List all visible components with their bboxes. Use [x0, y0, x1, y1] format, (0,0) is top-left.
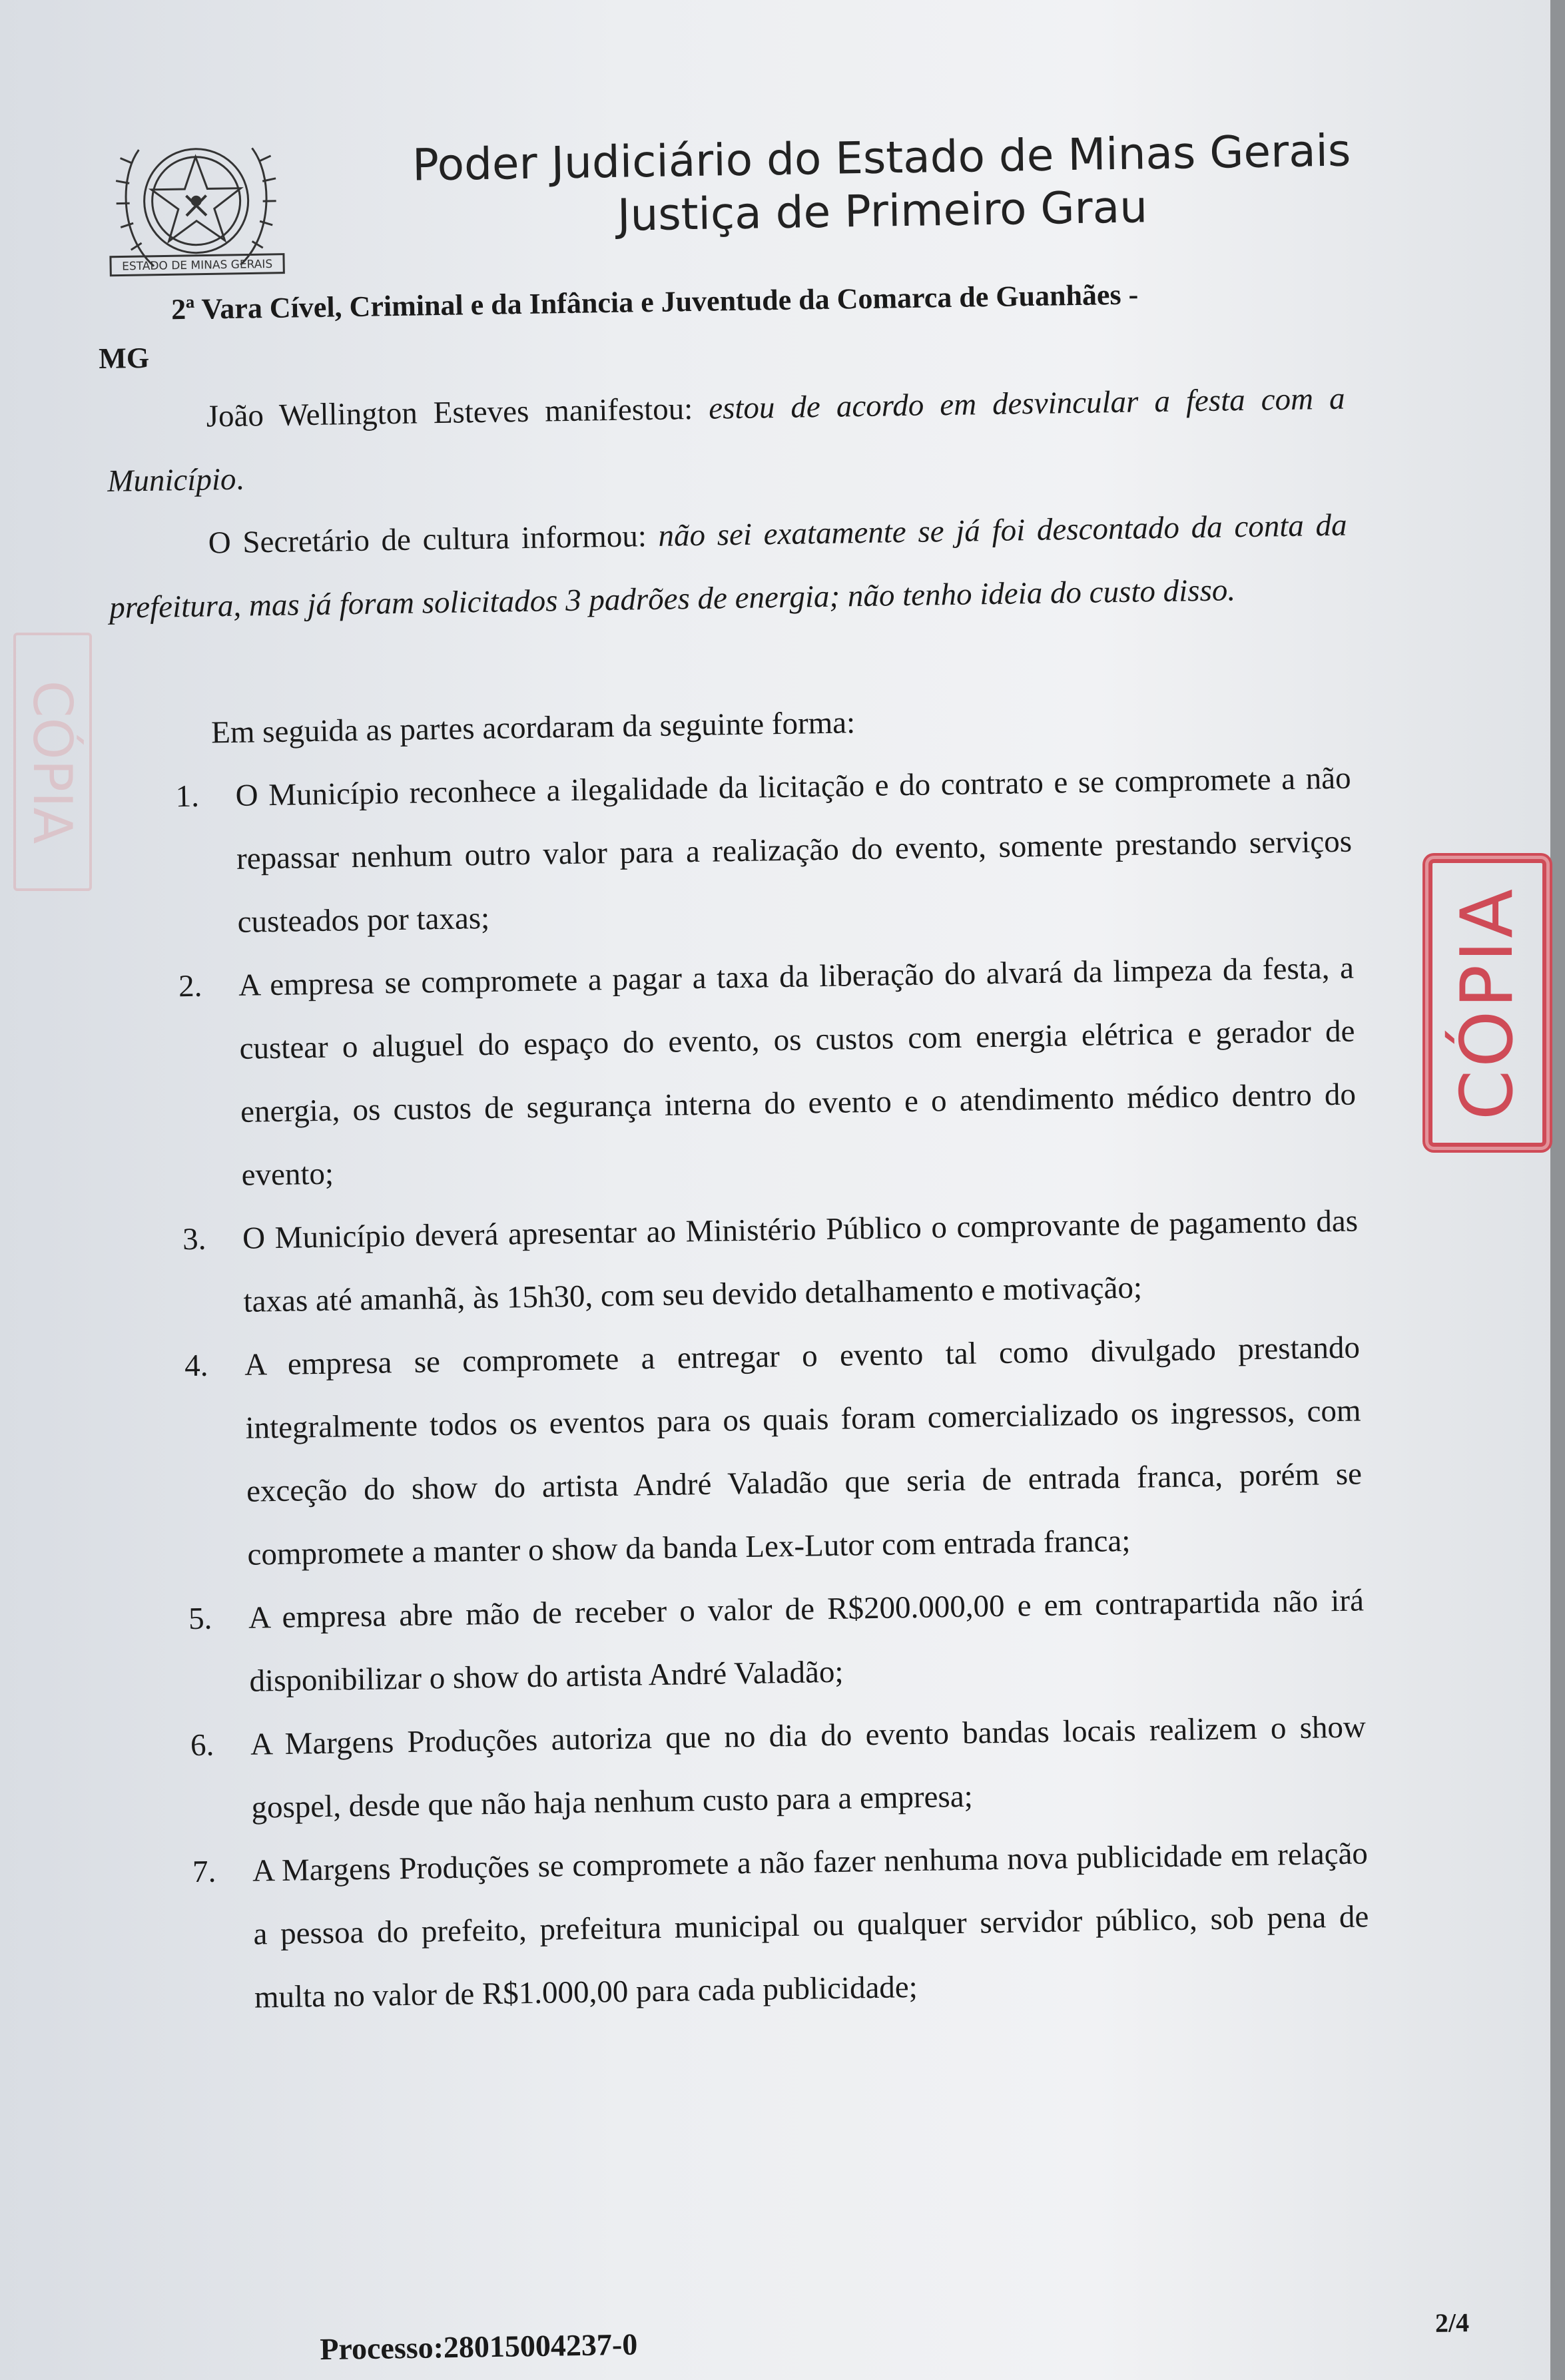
- svg-text:ESTADO DE MINAS GERAIS: ESTADO DE MINAS GERAIS: [121, 257, 273, 274]
- paragraph-joao: João Wellington Esteves manifestou: estou de acordo em desvincular a festa com a Município.: [107, 381, 1345, 499]
- document-body: [106, 368, 1371, 2032]
- list-item: 4. A empresa se compromete a entregar o evento tal como divulgado prestando integralmente todos os eventos para os quais foram comercializado os ingressos, com exceção do show do artista André Valadão que seria de entrada franca, porém se compromete a manter o show da banda Lex-Lutor com entrada franca;: [184, 1330, 1363, 1572]
- page-number: 2/4: [1434, 2307, 1470, 2338]
- court-title-line2: Justiça de Primeiro Grau: [617, 181, 1148, 241]
- list-item: 2. A empresa se compromete a pagar a taxa da liberação do alvará da limpeza da festa, a custear o aluguel do espaço do evento, os custos com energia elétrica e gerador de energia, os custos de segurança interna do evento e o atendimento médico dentro do evento;: [178, 950, 1357, 1193]
- list-item: 7. A Margens Produções se compromete a não fazer nenhuma nova publicidade em relação a pessoa do prefeito, prefeitura municipal ou qualquer servidor público, sob pena de multa no valor de R$1.000,00 para cada publicidade;: [192, 1836, 1369, 2015]
- quote-secretario: não sei exatamente se já foi descontado da conta da prefeitura, mas já foram solicitados 3 padrões de energia; não tenho ideia do custo disso.: [109, 507, 1347, 625]
- agreement-intro: Em seguida as partes acordaram da seguinte forma:: [210, 705, 856, 750]
- agreement-list: [112, 747, 1371, 2032]
- court-division-line1: 2ª Vara Cível, Criminal e da Infância e Juventude da Comarca de Guanhães -: [170, 278, 1139, 326]
- quote-joao: estou de acordo em desvincular a festa com a Município: [107, 381, 1345, 499]
- list-item: 1. O Município reconhece a ilegalidade da licitação e do contrato e se compromete a não repassar nenhum outro valor para a realização do evento, somente prestando serviços custeados por taxas;: [175, 760, 1353, 940]
- court-title-line1: Poder Judiciário do Estado de Minas Gerais: [412, 125, 1351, 191]
- court-title: [328, 123, 1435, 246]
- minas-gerais-seal-icon: [92, 121, 301, 300]
- copy-stamp-text: CÓPIA: [1446, 886, 1529, 1120]
- paragraph-secretario: O Secretário de cultura informou: não sei exatamente se já foi descontado da conta da prefeitura, mas já foram solicitados 3 padrões de energia; não tenho ideia do custo disso.: [109, 507, 1347, 625]
- court-division: [98, 268, 1338, 383]
- list-item: 6. A Margens Produções autoriza que no dia do evento bandas locais realizem o show gospel, desde que não haja nenhum custo para a empresa;: [190, 1709, 1367, 1825]
- court-division-line2: MG: [98, 341, 150, 376]
- copy-stamp: [1428, 859, 1546, 1147]
- process-number: Processo:28015004237-0: [319, 2327, 638, 2367]
- ghost-stamp-text: CÓPIA: [21, 680, 84, 844]
- list-item: 3. O Município deverá apresentar ao Ministério Público o comprovante de pagamento das taxas até amanhã, às 15h30, com seu devido detalhamento e motivação;: [182, 1203, 1359, 1319]
- list-item: 5. A empresa abre mão de receber o valor de R$200.000,00 e em contrapartida não irá disponibilizar o show do artista André Valadão;: [188, 1583, 1365, 1699]
